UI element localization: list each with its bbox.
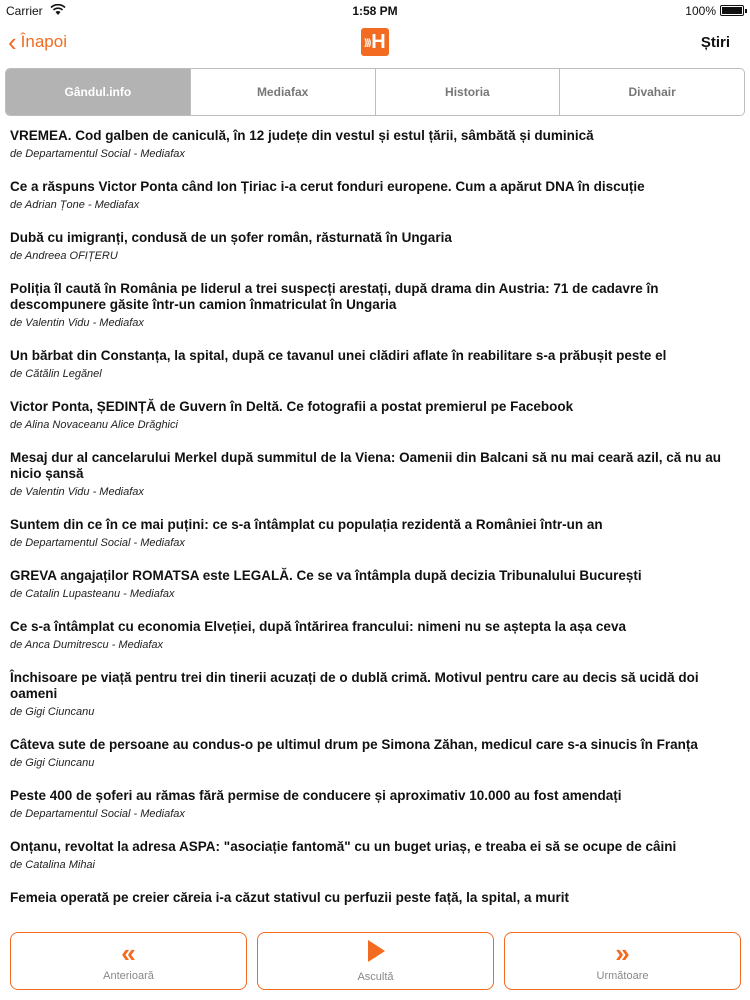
play-icon bbox=[366, 939, 386, 967]
news-item[interactable] bbox=[0, 886, 750, 906]
news-item[interactable] bbox=[0, 835, 750, 872]
app-logo bbox=[361, 28, 389, 56]
back-button[interactable] bbox=[8, 28, 67, 56]
news-author: de Catalin Lupasteanu - Mediafax bbox=[10, 588, 175, 600]
listen-button[interactable] bbox=[257, 932, 494, 990]
news-title: Poliția îl caută în România pe liderul a trei suspecți arestați, după drama din Austria: 71 de cadavre în descompunere găsite într-un camion înmatriculat în Ungaria bbox=[10, 281, 659, 312]
news-list[interactable] bbox=[0, 124, 750, 930]
news-item[interactable] bbox=[0, 446, 750, 499]
news-author: de Departamentul Social - Mediafax bbox=[10, 537, 185, 549]
tab-historia[interactable]: Historia bbox=[375, 69, 560, 115]
news-item[interactable] bbox=[0, 784, 750, 821]
news-title: Un bărbat din Constanța, la spital, după ce tavanul unei clădiri aflate în reabilitare s-a prăbușit peste el bbox=[10, 348, 667, 363]
news-item[interactable] bbox=[0, 666, 750, 719]
back-label: Înapoi bbox=[20, 32, 67, 51]
news-author: de Anca Dumitrescu - Mediafax bbox=[10, 639, 164, 651]
news-author: de Alina Novaceanu Alice Drăghici bbox=[10, 419, 178, 431]
news-author: de Departamentul Social - Mediafax bbox=[10, 808, 185, 820]
news-title: GREVA angajaților ROMATSA este LEGALĂ. Ce se va întâmpla după decizia Tribunalului București bbox=[10, 568, 642, 583]
news-title: Câteva sute de persoane au condus-o pe ultimul drum pe Simona Zăhan, medicul care s-a sinucis în Franța bbox=[10, 737, 698, 752]
listen-label: Ascultă bbox=[357, 971, 394, 983]
news-author: de Gigi Ciuncanu bbox=[10, 757, 95, 769]
tab-gandul[interactable]: Gândul.info bbox=[6, 69, 190, 115]
next-label: Următoare bbox=[596, 970, 649, 982]
news-title: Femeia operată pe creier căreia i-a căzut stativul cu perfuzii peste față, la spital, a murit bbox=[10, 890, 569, 905]
news-author: de Adrian Țone - Mediafax bbox=[10, 199, 140, 211]
news-author: de Valentin Vidu - Mediafax bbox=[10, 486, 144, 498]
logo-letter: H bbox=[371, 30, 386, 53]
news-title: Închisoare pe viață pentru trei din tinerii acuzați de o dublă crimă. Motivul pentru care au decis să ucidă doi oameni bbox=[10, 670, 699, 701]
news-title: VREMEA. Cod galben de caniculă, în 12 județe din vestul și estul țării, sâmbătă și duminică bbox=[10, 128, 594, 143]
news-title: Ce s-a întâmplat cu economia Elveției, după întărirea francului: nimeni nu se aștepta la așa ceva bbox=[10, 619, 626, 634]
news-title: Ce a răspuns Victor Ponta când Ion Țiriac i-a cerut fonduri europene. Cum a apărut DNA în discuție bbox=[10, 179, 645, 194]
news-author: de Cătălin Legănel bbox=[10, 368, 102, 380]
navigation-bar bbox=[0, 22, 750, 62]
news-title: Mesaj dur al cancelarului Merkel după summitul de la Viena: Oamenii din Balcani să nu mai ceară azil, că nu au nicio șansă bbox=[10, 450, 721, 481]
news-author: de Valentin Vidu - Mediafax bbox=[10, 317, 144, 329]
news-item[interactable] bbox=[0, 513, 750, 550]
section-title[interactable]: Știri bbox=[700, 34, 730, 51]
news-title: Victor Ponta, ȘEDINȚĂ de Guvern în Deltă. Ce fotografii a postat premierul pe Facebook bbox=[10, 399, 574, 414]
news-author: de Andreea OFIȚERU bbox=[10, 250, 118, 262]
news-title: Dubă cu imigranți, condusă de un șofer român, răsturnată în Ungaria bbox=[10, 230, 452, 245]
double-chevron-left-icon: « bbox=[121, 938, 136, 968]
sound-waves-icon: ))) bbox=[364, 37, 371, 47]
player-controls bbox=[0, 930, 750, 1000]
news-item[interactable] bbox=[0, 344, 750, 381]
tab-mediafax[interactable]: Mediafax bbox=[190, 69, 375, 115]
news-title: Peste 400 de șoferi au rămas fără permise de conducere și aproximativ 10.000 au fost amendați bbox=[10, 788, 622, 803]
news-item[interactable] bbox=[0, 226, 750, 263]
news-item[interactable] bbox=[0, 277, 750, 330]
news-item[interactable] bbox=[0, 564, 750, 601]
chevron-left-icon: ‹ bbox=[8, 27, 17, 57]
battery-percent: 100% bbox=[685, 4, 716, 18]
news-title: Suntem din ce în ce mai puțini: ce s-a întâmplat cu populația rezidentă a României într-un an bbox=[10, 517, 603, 532]
news-item[interactable] bbox=[0, 124, 750, 161]
news-item[interactable] bbox=[0, 615, 750, 652]
news-item[interactable] bbox=[0, 733, 750, 770]
previous-label: Anterioară bbox=[103, 970, 154, 982]
source-tabs bbox=[5, 68, 745, 116]
news-author: de Departamentul Social - Mediafax bbox=[10, 148, 185, 160]
news-author: de Catalina Mihai bbox=[10, 859, 95, 871]
double-chevron-right-icon: » bbox=[615, 938, 630, 968]
battery-icon bbox=[720, 5, 744, 16]
previous-button[interactable] bbox=[10, 932, 247, 990]
news-item[interactable] bbox=[0, 395, 750, 432]
status-bar bbox=[0, 0, 750, 22]
news-item[interactable] bbox=[0, 175, 750, 212]
news-author: de Gigi Ciuncanu bbox=[10, 706, 95, 718]
carrier-label: Carrier bbox=[6, 4, 43, 18]
next-button[interactable] bbox=[504, 932, 741, 990]
news-title: Onțanu, revoltat la adresa ASPA: "asociație fantomă" cu un buget uriaș, e treaba ei să se ocupe de câini bbox=[10, 839, 677, 854]
status-time: 1:58 PM bbox=[352, 4, 398, 18]
tab-divahair[interactable]: Divahair bbox=[559, 69, 744, 115]
